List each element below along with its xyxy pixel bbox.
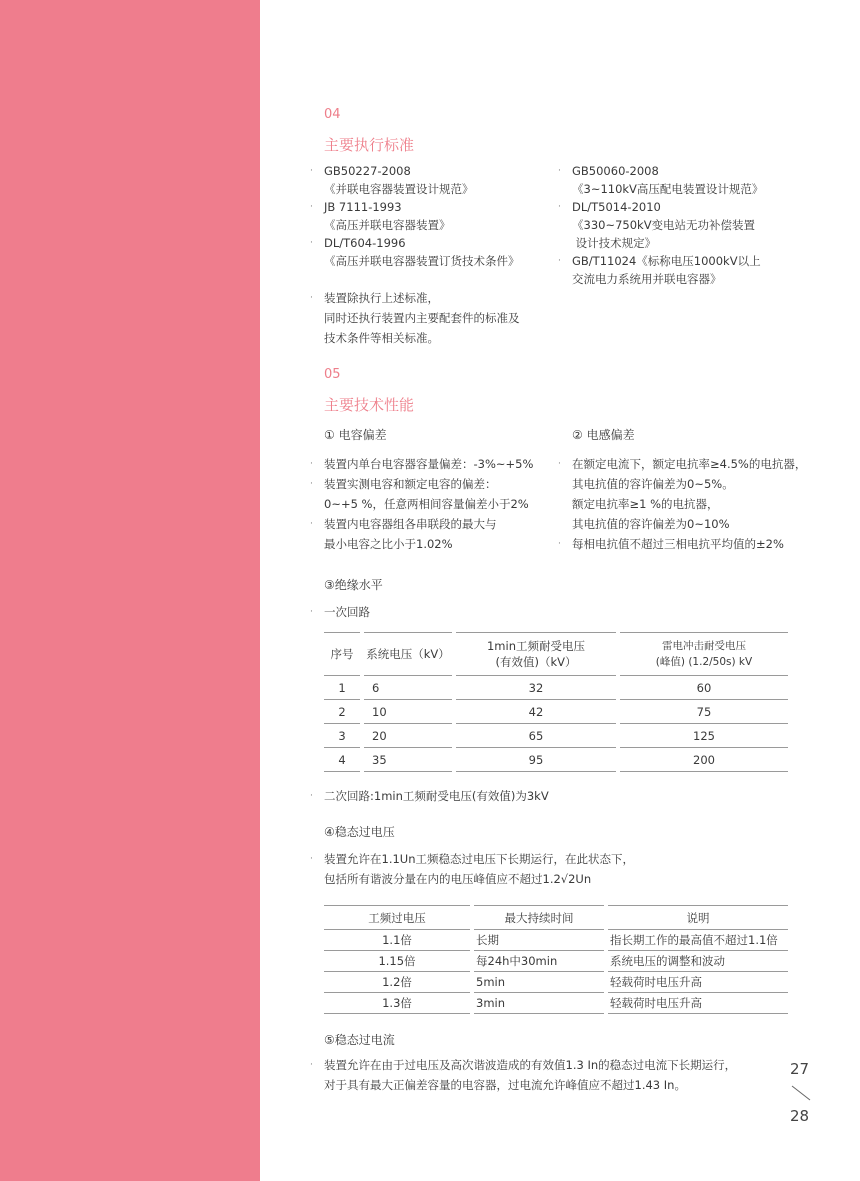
table-row xyxy=(324,930,788,951)
table-cell: 6 xyxy=(364,676,452,700)
steady-overvoltage-text: · 装置允许在1.1Un工频稳态过电压下长期运行，在此状态下， 包括所有谐波分量在内的电压峰值应不超过1.2√2Un xyxy=(324,849,634,889)
insulation-heading: ③绝缘水平 xyxy=(324,578,383,592)
pink-side-band xyxy=(0,0,260,1181)
table-cell: 60 xyxy=(620,676,788,700)
col-header: 雷电冲击耐受电压 (峰值) (1.2/50s) kV xyxy=(620,632,788,676)
table-row xyxy=(324,700,788,724)
table-cell: 1.1倍 xyxy=(324,930,470,951)
standard-code: JB 7111-1993 xyxy=(324,200,402,214)
standard-name: 《高压并联电容器装置》 xyxy=(324,218,451,232)
table-cell: 轻载荷时电压升高 xyxy=(608,972,788,993)
capacitance-deviation-heading: ① 电容偏差 xyxy=(324,428,387,442)
section-04-title: 主要执行标准 xyxy=(324,136,415,154)
col-header: 说明 xyxy=(608,905,788,930)
table-cell: 42 xyxy=(456,700,616,724)
standard-code: GB50060-2008 xyxy=(572,164,659,178)
note-line: 装置除执行上述标准， xyxy=(324,291,439,305)
table-row xyxy=(324,951,788,972)
steady-overcurrent-text: · 装置允许在由于过电压及高次谐波造成的有效值1.3 In的稳态过电流下长期运行， 对于具有最大正偏差容量的电容器，过电流允许峰值应不超过1.43 In。 xyxy=(324,1055,736,1095)
inductance-deviation-heading: ② 电感偏差 xyxy=(572,428,635,442)
paragraph-line: 包括所有谐波分量在内的电压峰值应不超过1.2√2Un xyxy=(324,872,592,886)
paragraph-line: 对于具有最大正偏差容量的电容器，过电流允许峰值应不超过1.43 In。 xyxy=(324,1078,686,1092)
table-row xyxy=(324,993,788,1014)
table-cell: 20 xyxy=(364,724,452,748)
table-cell: 1.3倍 xyxy=(324,993,470,1014)
table-row xyxy=(324,972,788,993)
standard-code: GB50227-2008 xyxy=(324,164,411,178)
table-row xyxy=(324,748,788,772)
primary-circuit-text: 一次回路 xyxy=(324,605,370,619)
table-cell: 75 xyxy=(620,700,788,724)
paragraph-line: 装置允许在1.1Un工频稳态过电压下长期运行，在此状态下， xyxy=(324,852,634,866)
table-row xyxy=(324,676,788,700)
list-item: 装置内电容器组各串联段的最大与 xyxy=(324,517,497,531)
col-header: 1min工频耐受电压 (有效值)（kV） xyxy=(456,632,616,676)
paragraph-line: 装置允许在由于过电压及高次谐波造成的有效值1.3 In的稳态过电流下长期运行， xyxy=(324,1058,737,1072)
standard-name: 《并联电容器装置设计规范》 xyxy=(324,182,474,196)
standard-name-cont: 设计技术规定》 xyxy=(572,236,657,250)
table-cell: 3 xyxy=(324,724,360,748)
table-cell: 5min xyxy=(474,972,604,993)
table-cell: 32 xyxy=(456,676,616,700)
list-item: 在额定电流下，额定电抗率≥4.5%的电抗器， xyxy=(572,457,807,471)
secondary-circuit-note: · 二次回路:1min工频耐受电压(有效值)为3kV xyxy=(310,789,549,803)
list-item: 额定电抗率≥1 %的电抗器， xyxy=(572,497,719,511)
table-cell: 1 xyxy=(324,676,360,700)
table-cell: 每24h中30min xyxy=(474,951,604,972)
standard-code: DL/T604-1996 xyxy=(324,236,406,250)
standard-code: GB/T11024《标称电压1000kV以上 xyxy=(572,254,761,268)
capacitance-list: · 装置内单台电容器容量偏差：-3%~+5% · 装置实测电容和额定电容的偏差： 0~+5 %，任意两相间容量偏差小于2% · 装置内电容器组各串联段的最大与 最小电容之比小于1.02% xyxy=(324,454,533,554)
table-cell: 1.15倍 xyxy=(324,951,470,972)
secondary-circuit-text: 二次回路:1min工频耐受电压(有效值)为3kV xyxy=(324,789,549,803)
overvoltage-table xyxy=(320,905,792,1014)
standards-left-list: · GB50227-2008 《并联电容器装置设计规范》 · JB 7111-1993 《高压并联电容器装置》 · DL/T604-1996 《高压并联电容器装置订货技术条件》 xyxy=(310,164,520,268)
section-05-number: 05 xyxy=(324,367,341,382)
standard-name: 《3~110kV高压配电装置设计规范》 xyxy=(572,182,764,196)
col-header: 工频过电压 xyxy=(324,905,470,930)
table-row xyxy=(324,724,788,748)
list-item: 0~+5 %，任意两相间容量偏差小于2% xyxy=(324,497,529,511)
col-header: 最大持续时间 xyxy=(474,905,604,930)
steady-overvoltage-heading: ④稳态过电压 xyxy=(324,825,395,839)
page-number-right: 28 xyxy=(790,1107,810,1125)
table-cell: 65 xyxy=(456,724,616,748)
standards-right-list: · GB50060-2008 《3~110kV高压配电装置设计规范》 · DL/T5014-2010 《330~750kV变电站无功补偿装置 设计技术规定》 · GB/T11024《标称电压1000kV以上 交流电力系统用并联电容器》 xyxy=(558,164,764,286)
list-item: 装置内单台电容器容量偏差：-3%~+5% xyxy=(324,457,534,471)
table-header-row xyxy=(324,632,788,676)
table-cell: 4 xyxy=(324,748,360,772)
page-number-divider xyxy=(790,1084,812,1102)
col-header: 系统电压（kV） xyxy=(364,632,452,676)
table-cell: 系统电压的调整和波动 xyxy=(608,951,788,972)
standard-name: 《330~750kV变电站无功补偿装置 xyxy=(572,218,756,232)
table-cell: 长期 xyxy=(474,930,604,951)
section-05-title: 主要技术性能 xyxy=(324,396,415,414)
page-number-left: 27 xyxy=(790,1060,810,1078)
list-item: 装置实测电容和额定电容的偏差： xyxy=(324,477,497,491)
list-item: 最小电容之比小于1.02% xyxy=(324,537,453,551)
table-header-row xyxy=(324,905,788,930)
table-cell: 35 xyxy=(364,748,452,772)
list-item: 其电抗值的容许偏差为0~5%。 xyxy=(572,477,734,491)
table-cell: 95 xyxy=(456,748,616,772)
table-cell: 3min xyxy=(474,993,604,1014)
table-cell: 轻载荷时电压升高 xyxy=(608,993,788,1014)
table-cell: 1.2倍 xyxy=(324,972,470,993)
table-cell: 2 xyxy=(324,700,360,724)
table-cell: 125 xyxy=(620,724,788,748)
section-04-number: 04 xyxy=(324,107,341,122)
table-cell: 10 xyxy=(364,700,452,724)
table-cell: 200 xyxy=(620,748,788,772)
steady-overcurrent-heading: ⑤稳态过电流 xyxy=(324,1033,395,1047)
note-line: 技术条件等相关标准。 xyxy=(324,331,439,345)
standard-name: 交流电力系统用并联电容器》 xyxy=(572,272,722,286)
inductance-list: · 在额定电流下，额定电抗率≥4.5%的电抗器， 其电抗值的容许偏差为0~5%。 额定电抗率≥1 %的电抗器， 其电抗值的容许偏差为0~10% · 每相电抗值不超过三相电抗平均值的±2% xyxy=(572,454,806,554)
primary-circuit-label: · 一次回路 xyxy=(310,605,370,619)
insulation-table xyxy=(320,632,792,772)
standard-code: DL/T5014-2010 xyxy=(572,200,661,214)
list-item: 其电抗值的容许偏差为0~10% xyxy=(572,517,730,531)
note-line: 同时还执行装置内主要配套件的标准及 xyxy=(324,311,520,325)
standard-name: 《高压并联电容器装置订货技术条件》 xyxy=(324,254,520,268)
table-cell: 指长期工作的最高值不超过1.1倍 xyxy=(608,930,788,951)
list-item: 每相电抗值不超过三相电抗平均值的±2% xyxy=(572,537,784,551)
col-header: 序号 xyxy=(324,632,360,676)
standards-note: · 装置除执行上述标准， 同时还执行装置内主要配套件的标准及 技术条件等相关标准。 xyxy=(324,288,520,348)
